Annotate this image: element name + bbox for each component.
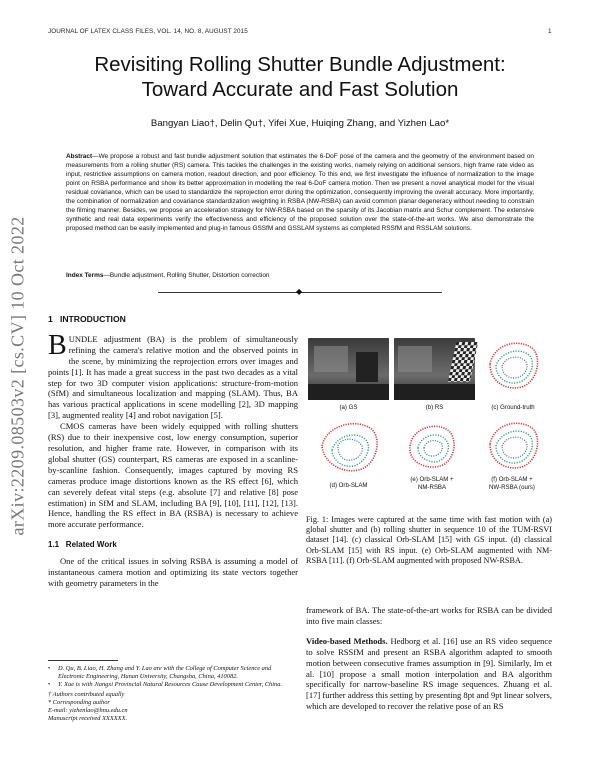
section-1-1-title: Related Work: [65, 540, 117, 550]
title-line-2: Toward Accurate and Fast Solution: [141, 78, 459, 101]
panel-c-label: (c) Ground-truth: [491, 404, 535, 411]
index-terms-text: —Bundle adjustment, Rolling Shutter, Distortion correction: [103, 272, 270, 279]
index-terms: [66, 271, 534, 280]
footnote-affiliation-2: • Y. Xue is with Jiangxi Provincial Natural Resources Cause Development Center, China.: [48, 681, 283, 688]
footnote-affiliation-1: • D. Qu, B. Liao, H. Zhang and Y. Lao are with the College of Computer Science and Electronic Engineering, Hunan University, Changsha, China, 410082.: [48, 665, 272, 680]
abstract-text: —We propose a robust and fast bundle adjustment solution that estimates the 6-DoF pose of the camera and the geometry of the environment based on measurements from a rolling shutter (RS) camera. This tackles the challenges in the existing works, namely relying on additional sensors, high frame rate video as input, restrictive assumptions on camera motion, readout direction, and poor efficiency. To this end, we first investigate the influence of normalization to the image point on RSBA performance and show its better approximation in modelling the real 6-DoF camera motion. Then we present a novel analytical model for the visual residual covariance, which can be used to standardize the reprojection error during the optimization, consequently improving the overall accuracy. More importantly, the combination of normalization and covariance standardization weighting in RSBA (NW-RSBA) can avoid common planar degeneracy without needing to constrain the filming manner. Besides, we propose an acceleration strategy for NW-RSBA based on the sparsity of its Jacobian matrix and Schur complement. The extensive synthetic and real data experiments verify the effectiveness and efficiency of the proposed solution over the state-of-the-art works. We also demonstrate the proposed method can be easily implemented and plug-in famous GSSfM and GSSLAM systems as completed RSSfM and RSSLAM solutions.: [66, 153, 534, 232]
arxiv-identifier: arXiv:2209.08503v2 [cs.CV] 10 Oct 2022: [7, 216, 28, 536]
section-1-1-heading: [48, 540, 298, 551]
panel-a-label: (a) GS: [339, 404, 358, 411]
paper-title: [30, 52, 570, 102]
drop-cap: B: [48, 329, 67, 361]
footnote-email: E-mail: yizhenlao@hnu.edu.cn: [48, 707, 128, 714]
figure-1: [308, 334, 548, 504]
right-column: [306, 605, 552, 712]
video-based-methods-text: Hedborg et al. [16] use an RS video sequence to solve RSSfM and present an RSBA algorithm adapted to smooth motion between consecutive frames assumption in [9]. Similarly, Im et al. [10] propose a small motion interpolation and BA algorithm specifically for narrow-baseline RS image sequences. Zhuang et al. [17] further address this setting by presenting 8pt and 9pt linear solvers, which are developed to recover the relative pose of an RS: [306, 635, 552, 712]
title-line-1: Revisiting Rolling Shutter Bundle Adjustment:: [94, 53, 506, 76]
intro-paragraph-2: CMOS cameras have been widely equipped with rolling shutters (RS) due to their inexpensive cost, low energy consumption, superior resolution, and higher frame rate. However, in comparison with its global shutter (GS) counterpart, RS cameras are exposed in a scanline-by-scanline fashion. Consequently, images captured by moving RS cameras produce image distortions known as the RS effect [6], which can severely defeat vital steps (e.g. absolute [7] and relative [8] pose estimation) in SfM and SLAM, including BA [9], [10], [11], [12], [13]. Hence, handling the RS effect in BA (RSBA) is necessary to achieve more accurate performance.: [48, 421, 298, 530]
orb-slam-trajectory: [314, 416, 386, 478]
intro-paragraph-1: [48, 329, 298, 421]
nm-rsba-trajectory: [398, 414, 464, 478]
right-paragraph-1: framework of BA. The state-of-the-art works for RSBA can be divided into five main classes:: [306, 605, 552, 626]
footnote-rule: [48, 660, 118, 661]
footnote-corresponding: * Corresponding author: [48, 699, 110, 706]
index-terms-label: Index Terms: [66, 272, 104, 279]
panel-e-label: (e) Orb-SLAM + NM-RSBA: [410, 476, 454, 491]
panel-b-label: (b) RS: [425, 404, 444, 411]
page-number: 1: [548, 28, 552, 35]
footnote-equal-contribution: † Authors contributed equally: [48, 691, 125, 698]
divider-diamond-icon: ◆: [296, 287, 303, 296]
video-based-methods-label: Video-based Methods.: [306, 635, 388, 646]
panel-f-label: (f) Orb-SLAM + NW-RSBA (ours): [489, 476, 535, 491]
abstract-label: Abstract: [66, 153, 93, 160]
left-column: [48, 314, 298, 589]
gs-image: [308, 338, 389, 400]
panel-d-label: (d) Orb-SLAM: [329, 482, 368, 489]
journal-header: JOURNAL OF LATEX CLASS FILES, VOL. 14, NO. 8, AUGUST 2015: [48, 28, 248, 35]
section-1-number: 1: [48, 314, 53, 324]
footnotes: [48, 665, 298, 723]
section-1-1-number: 1.1: [48, 540, 60, 550]
video-based-methods-paragraph: [306, 636, 552, 712]
figure-1-caption: Fig. 1: Images were captured at the same time with fast motion with (a) global shutter and (b) rolling shutter in sequence 10 of the TUM-RSVI dataset [14]. (c) classical Orb-SLAM [15] with GS input. (d) classical Orb-SLAM [15] with RS input. (e) Orb-SLAM augmented with NM-RSBA [11]. (f) Orb-SLAM augmented with proposed NW-RSBA.: [306, 515, 552, 565]
footnote-manuscript: Manuscript received XXXXXX.: [48, 715, 128, 722]
section-1-heading: [48, 314, 298, 325]
rs-image: [394, 338, 475, 400]
intro-p1-text: UNDLE adjustment (BA) is the problem of simultaneously refining the camera's relative motion and the observed points in the scene, by minimizing the reprojection errors over images and points [1]. It has made a great success in the past two decades as a vital step for two 3D computer vision applications: structure-from-motion (SfM) and simultaneous localization and mapping (SLAM). Thus, BA has various practical applications in scene modelling [2], 3D mapping [3], augmented reality [4] and robot navigation [5].: [48, 333, 298, 421]
related-work-paragraph: One of the critical issues in solving RSBA is assuming a model of instantaneous camera motion and optimizing its state vectors together with geometry parameters in the: [48, 556, 298, 588]
section-1-title: INTRODUCTION: [59, 314, 126, 324]
nw-rsba-trajectory: [480, 414, 546, 478]
abstract: [66, 152, 534, 233]
ground-truth-trajectory: [480, 334, 546, 400]
author-list: Bangyan Liao†, Delin Qu†, Yifei Xue, Huiqing Zhang, and Yizhen Lao*: [150, 118, 450, 129]
